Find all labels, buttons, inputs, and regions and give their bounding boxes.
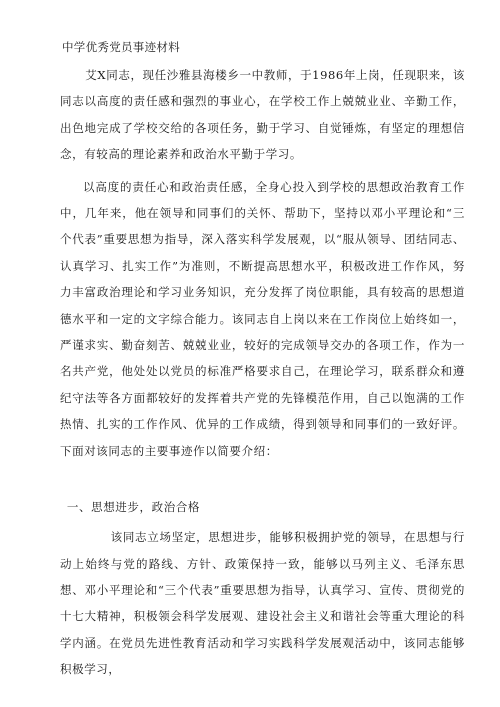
paragraph-intro: 艾X同志，现任沙雅县海楼乡一中教师，于1986年上岗，任现职来，该同志以高度的责任感和强烈的事业心，在学校工作上兢兢业业、辛勤工作，出色地完成了学校交给的各项任务，勤于学习、自觉锤炼，有坚定的理想信念，有较高的理论素养和政治水平勤于学习。 xyxy=(60,68,465,162)
document-title: 中学优秀党员事迹材料 xyxy=(62,40,180,54)
section-heading-political: 一、思想进步，政治合格 xyxy=(66,500,200,515)
document-body xyxy=(60,36,465,683)
paragraph-responsibility: 以高度的责任心和政治责任感，全身心投入到学校的思想政治教育工作中，几年来，他在领导和同事们的关怀、帮助下，坚持以邓小平理论和“三个代表”重要思想为指导，深入落实科学发展观，以“服从领导、团结同志、认真学习、扎实工作”为准则，不断提高思想水平，积极改进工作作风，努力丰富政治理论和学习业务知识，充分发挥了岗位职能，具有较高的思想道德水平和一定的文字综合能力。该同志自上岗以来在工作岗位上始终如一，严谨求实、勤奋刻苦、兢兢业业，较好的完成领导交办的各项工作，作为一名共产党，他处处以党员的标准严格要求自己，在理论学习，联系群众和遵纪守法等各方面都较好的发挥着共产党的先锋模范作用，自己以饱满的工作热情、扎实的工作作风、优异的工作成绩，得到领导和同事们的一致好评。下面对该同志的主要事迹作以简要介绍： xyxy=(60,179,465,458)
paragraph-political-stance: 该同志立场坚定，思想进步，能够积极拥护党的领导，在思想与行动上始终与党的路线、方针、政策保持一致，能够以马列主义、毛泽东思想、邓小平理论和“三个代表”重要思想为指导，认真学习、宣传、贯彻党的十七大精神，积极领会科学发展观、建设社会主义和谐社会等重大理论的科学内涵。在党员先进性教育活动和学习实践科学发展观活动中，该同志能够积极学习， xyxy=(60,530,465,677)
